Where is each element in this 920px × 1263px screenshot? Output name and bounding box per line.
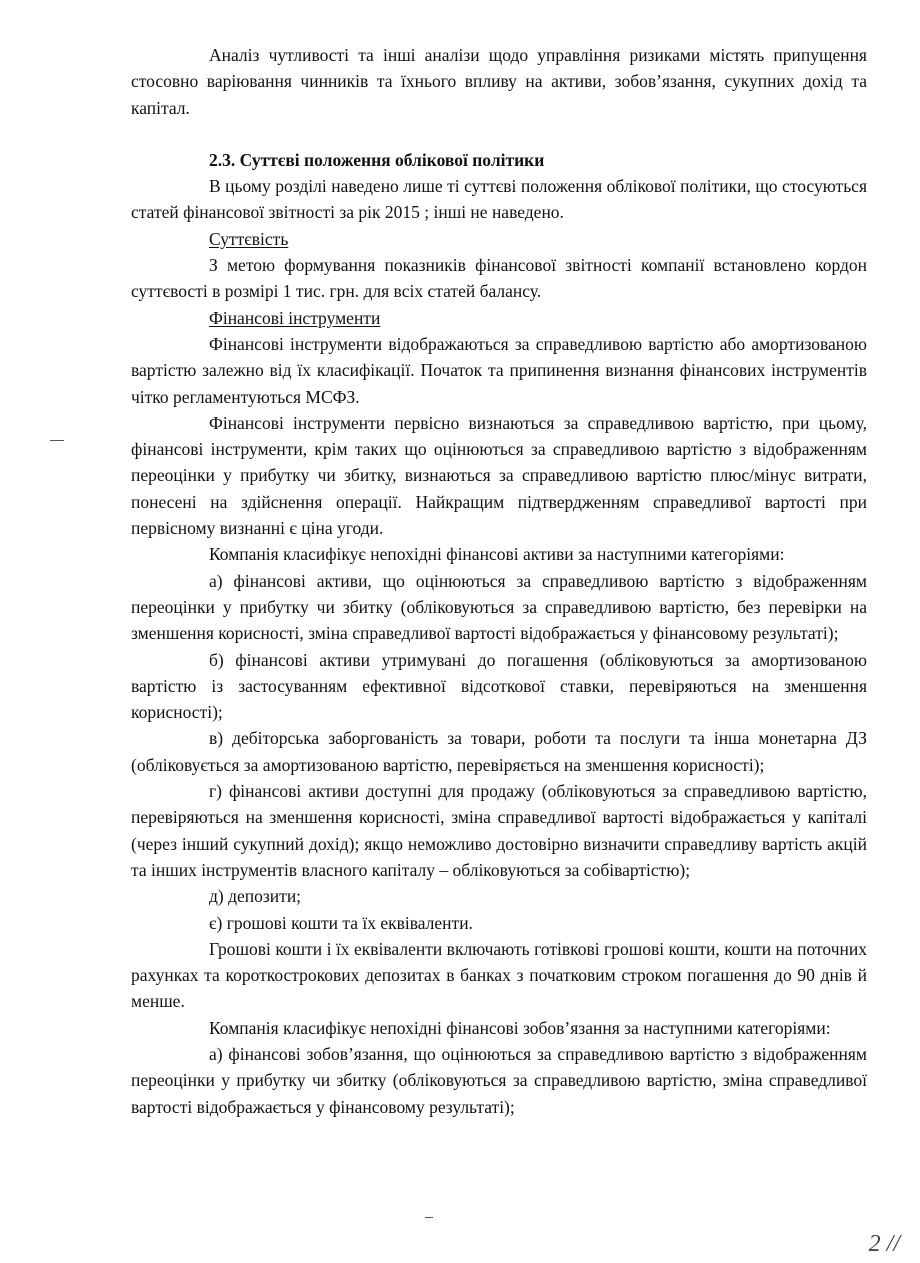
- bottom-tick-mark: [425, 1217, 433, 1218]
- list-item-asset-b: б) фінансові активи утримувані до погашення (обліковуються за амортизованою вартістю із застосуванням ефективної відсоткової ставки, перевіряються на зменшення корисності);: [131, 649, 867, 723]
- list-item-asset-a: а) фінансові активи, що оцінюються за справедливою вартістю з відображенням переоцінки у прибутку чи збитку (обліковуються за справедливою вартістю, без перевірки на зменшення корисності, зміна справедливої вартості відображається у фінансовому результаті);: [131, 570, 867, 644]
- subheading-materiality: Суттєвість: [209, 228, 289, 249]
- list-item-liability-a: а) фінансові зобов’язання, що оцінюються за справедливою вартістю з відображенням переоцінки у прибутку чи збитку (обліковуються за справедливою вартістю, зміна справедливої вартості відображається у фінансовому результаті);: [131, 1043, 867, 1117]
- list-item-asset-d: д) депозити;: [209, 886, 302, 907]
- paragraph-fi-measurement: Фінансові інструменти відображаються за справедливою вартістю або амортизованою вартістю залежно від їх класифікації. Початок та припинення визнання фінансових інструментів чітко регламентуються МСФЗ.: [131, 333, 867, 407]
- paragraph-cash-equivalents: Грошові кошти і їх еквіваленти включають готівкові грошові кошти, кошти на поточних рахунках та короткострокових депозитах в банках з початковим строком погашення до 90 днів й менше.: [131, 938, 867, 1012]
- margin-dash-mark: [50, 440, 64, 441]
- paragraph-sensitivity-analysis: Аналіз чутливості та інші аналізи щодо управління ризиками містять припущення стосовно варіювання чинників та їхнього впливу на активи, зобов’язання, сукупних дохід та капітал.: [131, 45, 867, 118]
- subheading-financial-instruments: Фінансові інструменти: [209, 307, 381, 328]
- document-body: [131, 42, 867, 1120]
- handwritten-page-number: 2 //: [868, 1230, 900, 1257]
- paragraph-section-intro: В цьому розділі наведено лише ті суттєві положення облікової політики, що стосуються статей фінансової звітності за рік 2015 ; інші не наведено.: [131, 176, 867, 223]
- section-heading: 2.3. Суттєві положення облікової політики: [209, 149, 545, 170]
- paragraph-liability-categories-intro: Компанія класифікує непохідні фінансові зобов’язання за наступними категоріями:: [209, 1017, 831, 1038]
- paragraph-fi-initial-recognition: Фінансові інструменти первісно визнаються за справедливою вартістю, при цьому, фінансові інструменти, крім таких що оцінюються за справедливою вартістю з відображенням переоцінки у прибутку чи збитку, визнаються за справедливою вартістю плюс/мінус витрати, понесені на здійснення операції. Найкращим підтвердженням справедливої вартості при первісному визнанні є ціна угоди.: [131, 412, 867, 539]
- list-item-asset-g: г) фінансові активи доступні для продажу (обліковуються за справедливою вартістю, перевіряються на зменшення корисності, зміна справедливої вартості відображається у капіталі (через інший сукупний дохід); якщо неможливо достовірно визначити справедливу вартість акцій та інших інструментів власного капіталу – обліковуються за собівартістю);: [131, 781, 867, 880]
- list-item-asset-v: в) дебіторська заборгованість за товари, роботи та послуги та інша монетарна ДЗ (обліковується за амортизованою вартістю, перевіряється на зменшення корисності);: [131, 728, 867, 775]
- paragraph-asset-categories-intro: Компанія класифікує непохідні фінансові активи за наступними категоріями:: [209, 544, 785, 565]
- paragraph-materiality: З метою формування показників фінансової звітності компанії встановлено кордон суттєвості в розмірі 1 тис. грн. для всіх статей балансу.: [131, 255, 867, 302]
- list-item-asset-ye: є) грошові кошти та їх еквіваленти.: [209, 912, 473, 933]
